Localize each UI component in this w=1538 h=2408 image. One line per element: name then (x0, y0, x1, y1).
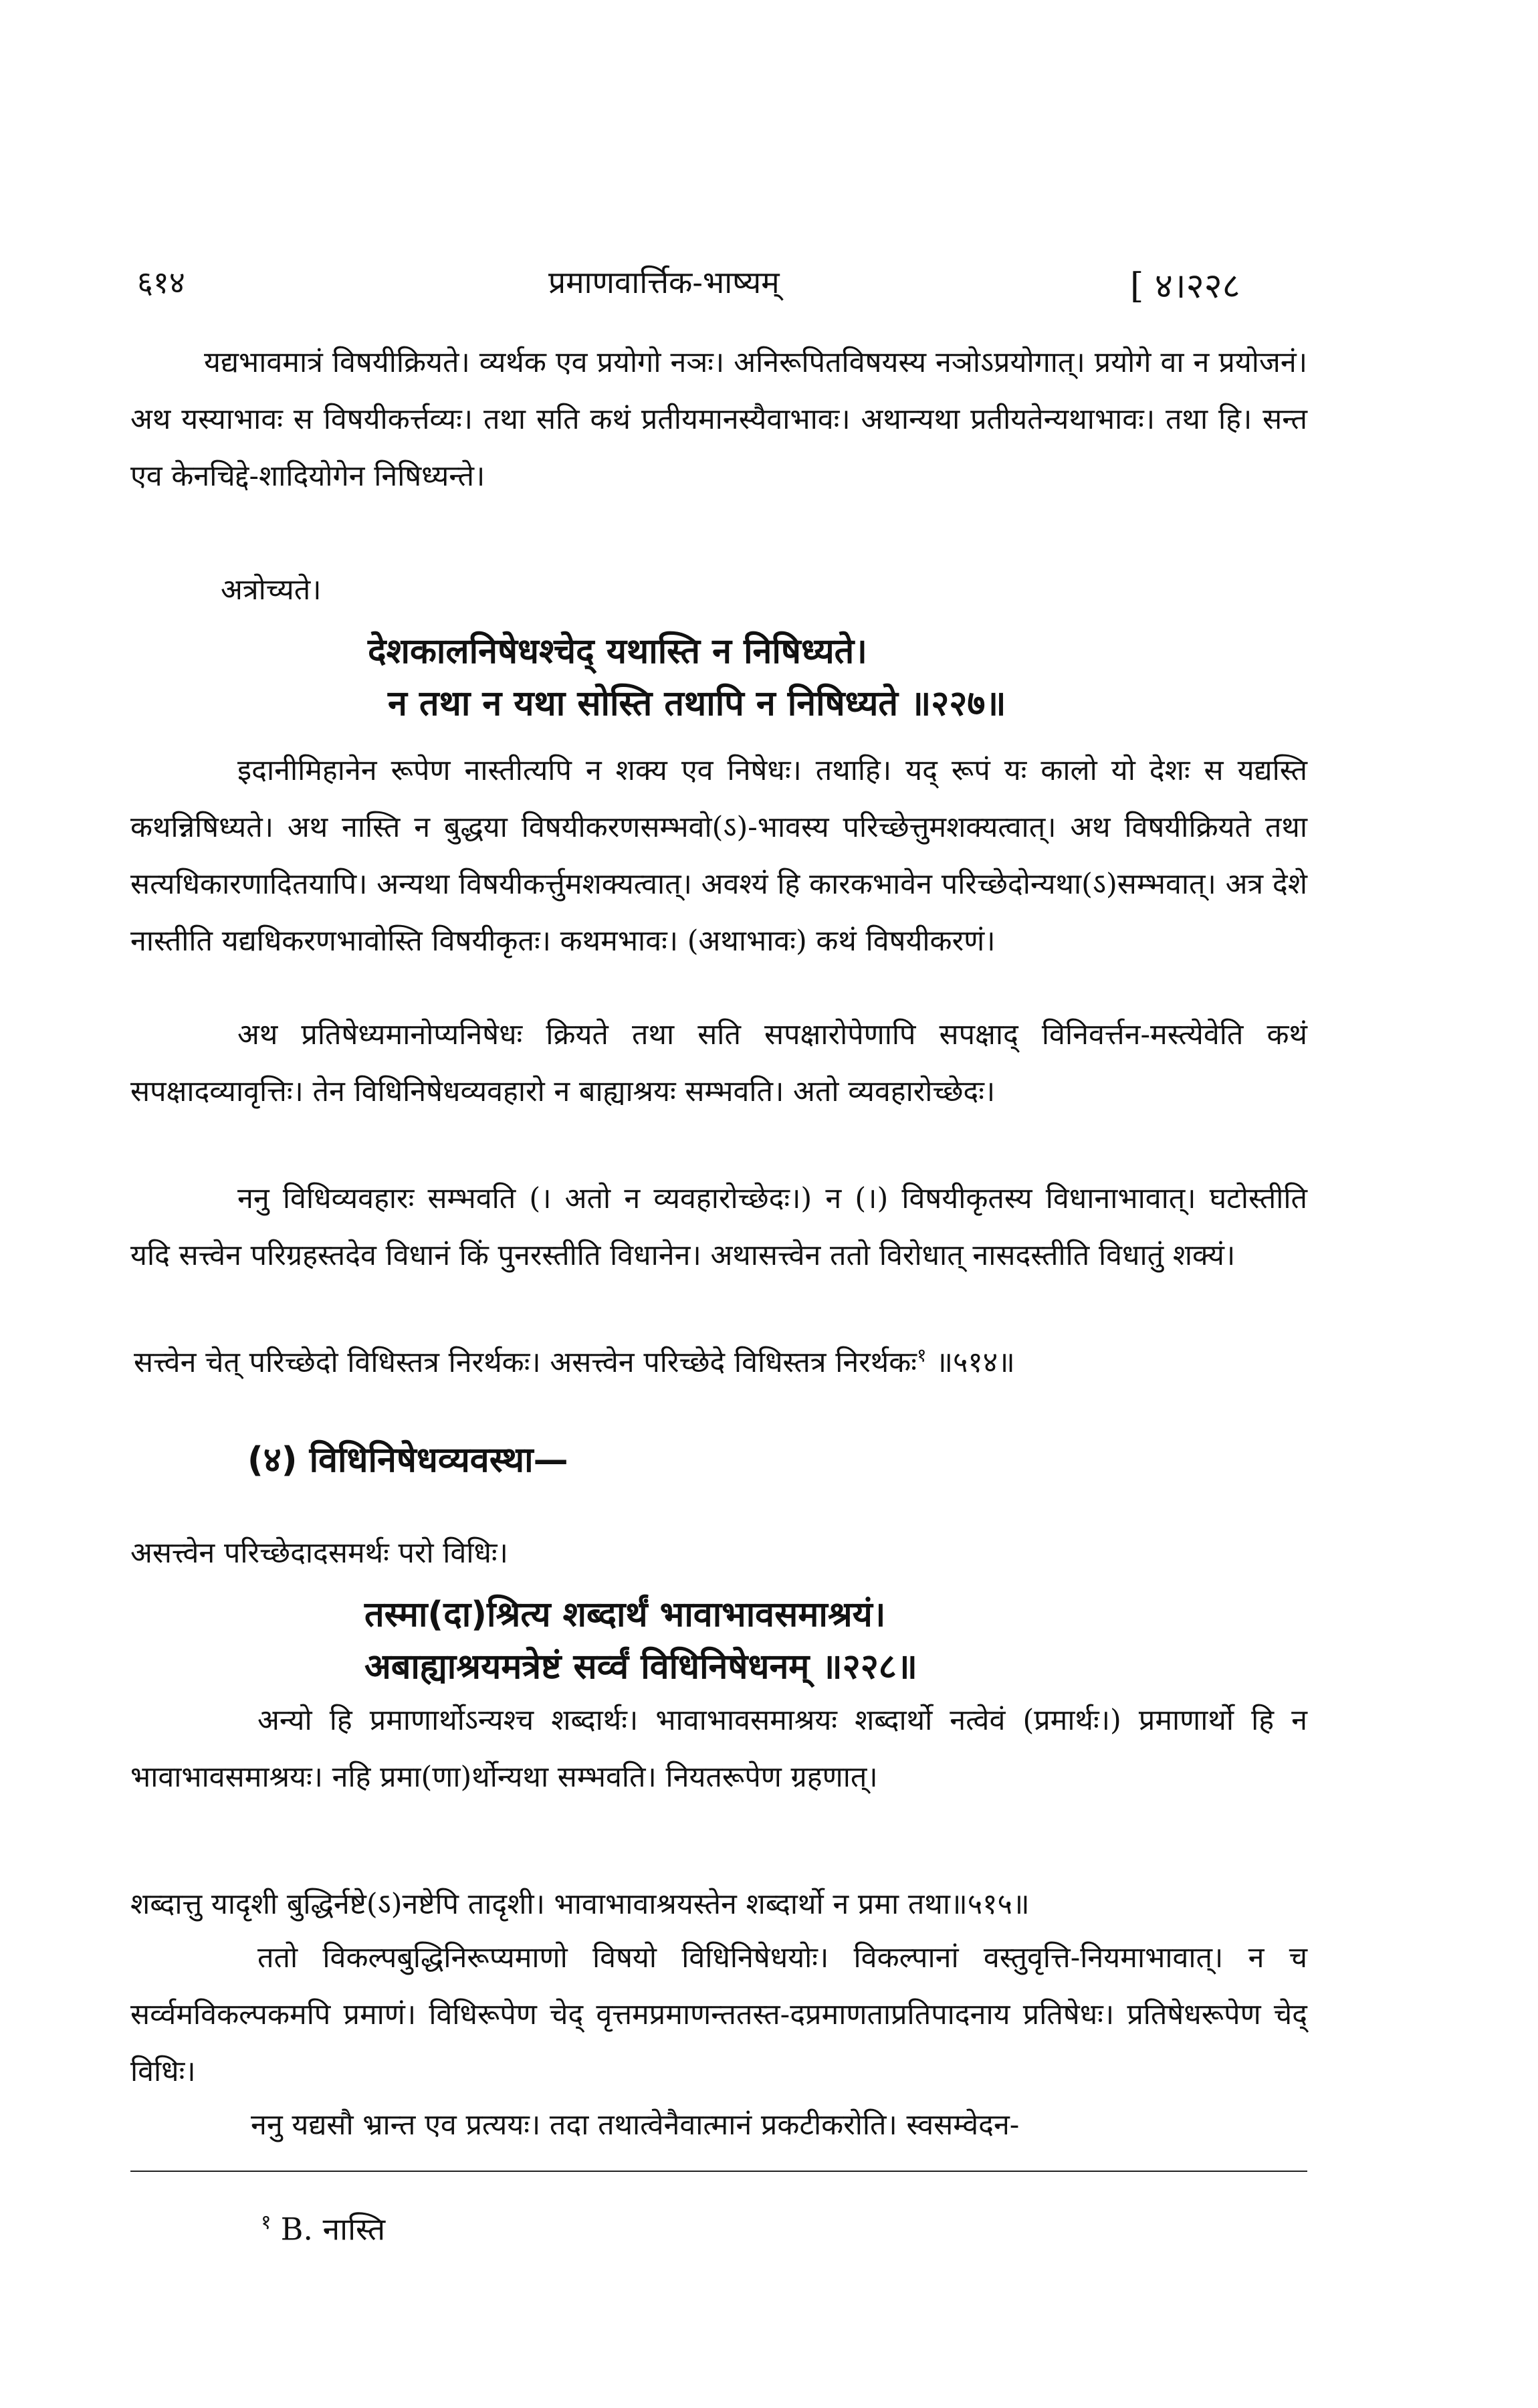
paragraph-3 (130, 1007, 1307, 1120)
footnote-marker: १ (916, 1344, 927, 1367)
paragraph-2 (130, 742, 1307, 970)
paragraph-7-text: ननु यद्यसौ भ्रान्त एव प्रत्ययः। तदा तथात्वेनैवात्मानं प्रकटीकरोति। स्वसम्वेदन- (251, 2108, 1020, 2142)
karika-514-text: सत्त्वेन चेत् परिच्छेदो विधिस्तत्र निरर्थकः। असत्त्वेन परिच्छेदे विधिस्तत्र निरर्थकः (134, 1346, 917, 1379)
asattvena-line: असत्त्वेन परिच्छेदादसमर्थः परो विधिः। (130, 1536, 508, 1570)
karika-515: शब्दात्तु यादृशी बुद्धिर्नष्टे(ऽ)नष्टेपि तादृशी। भावाभावाश्रयस्तेन शब्दार्थो न प्रमा तथा॥५१५॥ (130, 1888, 1030, 1921)
atrochyate-line (221, 562, 622, 619)
section-reference: [ ४।२२८ (1130, 266, 1240, 306)
karika-514-number: ॥५१४॥ (936, 1346, 1015, 1379)
paragraph-6 (130, 1930, 1307, 2100)
footnote-number: १ (261, 2211, 271, 2234)
verse-227 (368, 625, 1371, 730)
karika-514 (134, 1341, 1015, 1381)
paragraph-1-text: यद्यभावमात्रं विषयीक्रियते। व्यर्थक एव प्रयोगो नञः। अनिरूपितविषयस्य नञोऽप्रयोगात्। प्रयोगे वा न प्रयोजनं। अथ यस्याभावः स विषयीकर्त्तव्यः। तथा सति कथं प्रतीयमानस्यैवाभावः। अथान्यथा प्रतीयतेन्यथाभावः। तथा हि। सन्त एव केनचिद्दे-शादियोगेन निषिध्यन्ते। (130, 346, 1307, 493)
running-title: प्रमाणवार्त्तिक-भाष्यम् (548, 264, 780, 300)
footnote (261, 2207, 385, 2249)
paragraph-5 (130, 1692, 1307, 1806)
paragraph-3-text: अथ प्रतिषेध्यमानोप्यनिषेधः क्रियते तथा सति सपक्षारोपेणापि सपक्षाद् विनिवर्त्तन-मस्त्येवेति कथं सपक्षादव्यावृत्तिः। तेन विधिनिषेधव्यवहारो न बाह्याश्रयः सम्भवति। अतो व्यवहारोच्छेदः। (130, 1018, 1307, 1108)
paragraph-2-text: इदानीमिहानेन रूपेण नास्तीत्यपि न शक्य एव निषेधः। तथाहि। यद् रूपं यः कालो यो देशः स यद्यस्ति कथन्निषिध्यते। अथ नास्ति न बुद्धया विषयीकरणसम्भवो(ऽ)-भावस्य परिच्छेत्तुमशक्यत्वात्। अथ विषयीक्रियते तथा सत्यधिकारणादितयापि। अन्यथा विषयीकर्त्तुमशक्यत्वात्। अवश्यं हि कारकभावेन परिच्छेदोन्यथा(ऽ)सम्भवात्। अत्र देशे नास्तीति यद्यधिकरणभावोस्ति विषयीकृतः। कथमभावः। (अथाभावः) कथं विषयीकरणं। (130, 754, 1307, 958)
verse-227-line-2: न तथा न यथा सोस्ति तथापि न निषिध्यते ॥२२७॥ (388, 684, 1006, 724)
verse-227-line-1: देशकालनिषेधश्चेद् यथास्ति न निषिध्यते। (368, 631, 868, 672)
verse-228-line-1: तस्मा(दा)श्रित्य शब्दार्थं भावाभावसमाश्रयं। (364, 1595, 886, 1635)
verse-228 (364, 1589, 1367, 1693)
page-number: ६१४ (137, 264, 185, 300)
paragraph-4-text: ननु विधिव्यवहारः सम्भवति (। अतो न व्यवहारोच्छेदः।) न (।) विषयीकृतस्य विधानाभावात्। घटोस्तीति यदि सत्त्वेन परिग्रहस्तदेव विधानं किं पुनरस्तीति विधानेन। अथासत्त्वेन ततो विरोधात् नासदस्तीति विधातुं शक्यं। (130, 1182, 1307, 1272)
section-heading: (४) विधिनिषेधव्यवस्था— (247, 1440, 568, 1480)
paragraph-5-text: अन्यो हि प्रमाणार्थोऽन्यश्च शब्दार्थः। भावाभावसमाश्रयः शब्दार्थो नत्वेवं (प्रमार्थः।) प्रमाणार्थो हि न भावाभावसमाश्रयः। नहि प्रमा(णा)र्थोन्यथा सम्भवति। नियतरूपेण ग्रहणात्। (130, 1704, 1307, 1794)
paragraph-7 (130, 2097, 1307, 2154)
footnote-text: B. नास्ति (280, 2211, 386, 2247)
paragraph-4 (130, 1171, 1307, 1284)
atrochyate-text: अत्रोच्यते। (221, 573, 322, 607)
footnote-divider (130, 2171, 1307, 2172)
paragraph-6-text: ततो विकल्पबुद्धिनिरूप्यमाणो विषयो विधिनिषेधयोः। विकल्पानां वस्तुवृत्ति-नियमाभावात्। न च सर्व्वमविकल्पकमपि प्रमाणं। विधिरूपेण चेद् वृत्तमप्रमाणन्ततस्त-दप्रमाणताप्रतिपादनाय प्रतिषेधः। प्रतिषेधरूपेण चेद् विधिः। (130, 1941, 1307, 2088)
verse-228-line-2: अबाह्याश्रयमत्रेष्टं सर्व्वं विधिनिषेधनम् ॥२२८॥ (364, 1647, 917, 1687)
paragraph-1 (130, 334, 1307, 505)
